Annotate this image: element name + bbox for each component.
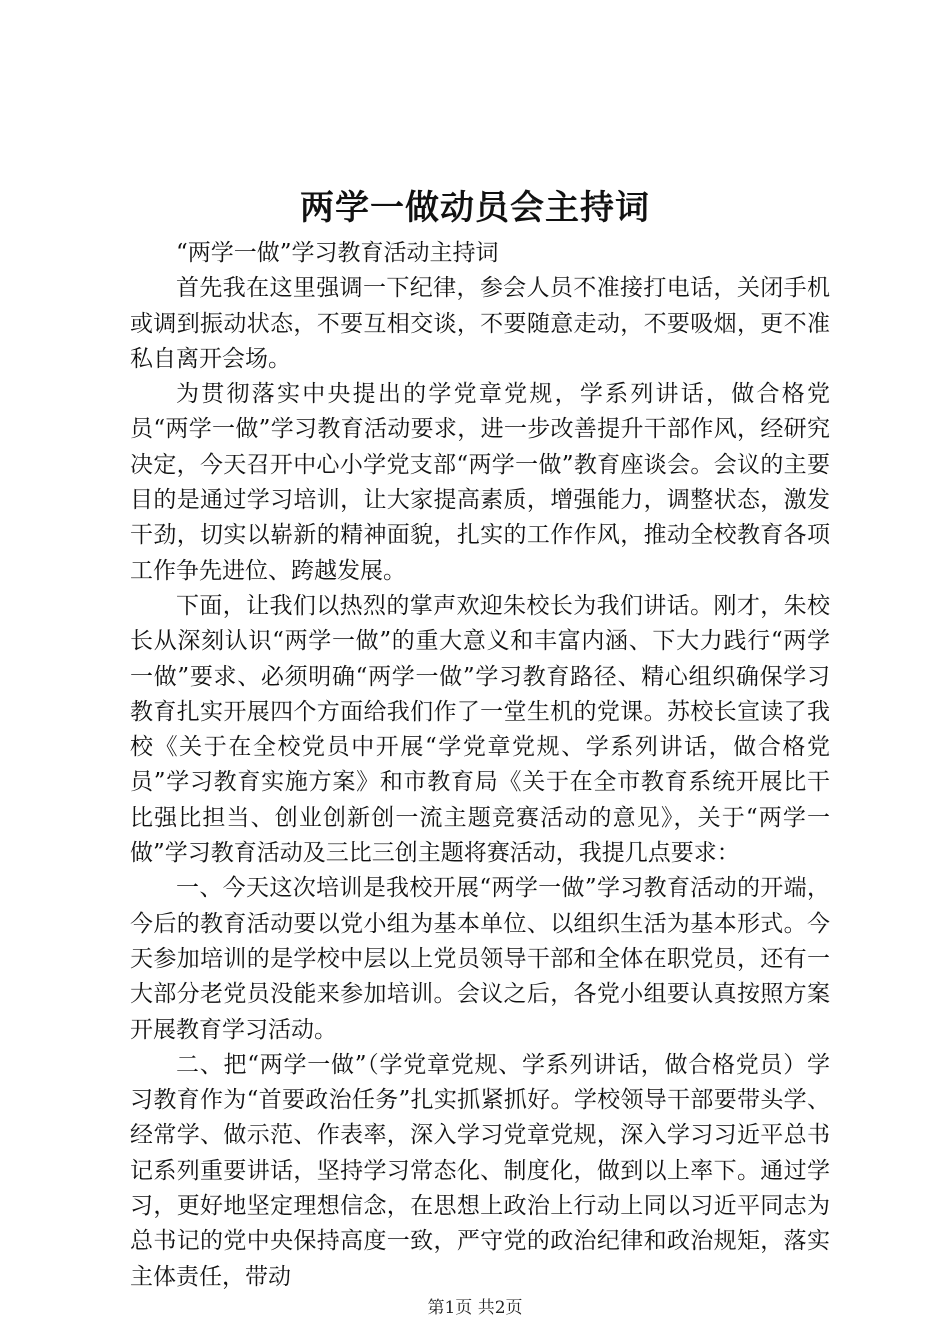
document-title: 两学一做动员会主持词	[300, 188, 650, 228]
document-body	[130, 236, 830, 1295]
paragraph-subtitle: “两学一做”学习教育活动主持词	[176, 240, 499, 266]
paragraph-requirement-one: 一、今天这次培训是我校开展“两学一做”学习教育活动的开端，今后的教育活动要以党小组为基本单位、以组织生活为基本形式。今天参加培训的是学校中层以上党员领导干部和全体在职党员，还有一大部分老党员没能来参加培训。会议之后，各党小组要认真按照方案开展教育学习活动。	[130, 875, 830, 1043]
paragraph-purpose: 为贯彻落实中央提出的学党章党规，学系列讲话，做合格党员“两学一做”学习教育活动要求，进一步改善提升干部作风，经研究决定，今天召开中心小学党支部“两学一做”教育座谈会。会议的主要目的是通过学习培训，让大家提高素质，增强能力，调整状态，激发干劲，切实以崭新的精神面貌，扎实的工作作风，推动全校教育各项工作争先进位、跨越发展。	[130, 381, 830, 584]
paragraph-discipline: 首先我在这里强调一下纪律，参会人员不准接打电话，关闭手机或调到振动状态，不要互相交谈，不要随意走动，不要吸烟，更不准私自离开会场。	[130, 275, 830, 372]
paragraph-requirement-two: 二、把“两学一做”（学党章党规、学系列讲话，做合格党员）学习教育作为“首要政治任务”扎实抓紧抓好。学校领导干部要带头学、经常学、做示范、作表率，深入学习党章党规，深入学习习近平总书记系列重要讲话，坚持学习常态化、制度化，做到以上率下。通过学习，更好地坚定理想信念，在思想上政治上行动上同以习近平同志为总书记的党中央保持高度一致，严守党的政治纪律和政治规矩，落实主体责任，带动	[130, 1051, 830, 1290]
paragraph-speech-summary: 下面，让我们以热烈的掌声欢迎朱校长为我们讲话。刚才，朱校长从深刻认识“两学一做”的重大意义和丰富内涵、下大力践行“两学一做”要求、必须明确“两学一做”学习教育路径、精心组织确保学习教育扎实开展四个方面给我们作了一堂生机的党课。苏校长宣读了我校《关于在全校党员中开展“学党章党规、学系列讲话，做合格党员”学习教育实施方案》和市教育局《关于在全市教育系统开展比干比强比担当、创业创新创一流主题竞赛活动的意见》，关于“两学一做”学习教育活动及三比三创主题将赛活动，我提几点要求：	[130, 592, 830, 867]
page-footer: 第1页 共2页	[427, 1298, 523, 1318]
